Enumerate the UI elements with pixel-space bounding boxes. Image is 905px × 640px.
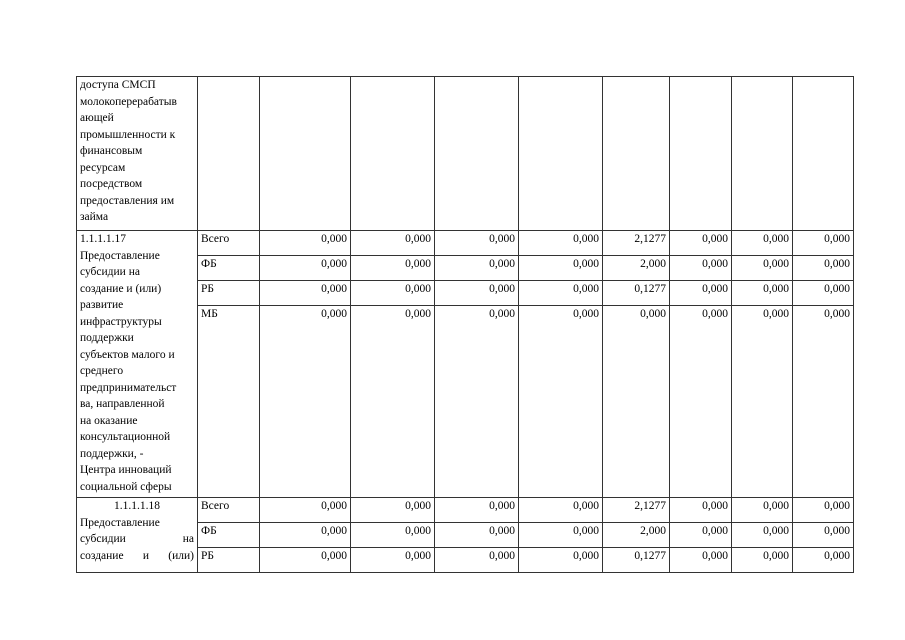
empty-cell [603, 77, 670, 231]
carry-over-row [77, 77, 854, 231]
value-cell: 0,000 [670, 498, 732, 523]
value-cell: 0,000 [351, 548, 435, 573]
carry-over-name-cell: доступа СМСП молокоперерабатыв ающей промышленности к финансовым ресурсам посредством предоставления им займа [77, 77, 198, 231]
value-cell: 0,000 [260, 498, 351, 523]
empty-cell [793, 77, 854, 231]
value-cell: 0,000 [435, 548, 519, 573]
empty-cell [670, 77, 732, 231]
measure-name: Предоставление субсидии на создание и (или) развитие инфраструктуры поддержки субъектов малого и среднего предпринимательст ва, направленной на оказание консультационной поддержки, - Центра инноваций социальной сферы [80, 249, 177, 493]
value-cell: 0,000 [793, 231, 854, 256]
value-cell: 0,000 [732, 281, 793, 306]
value-cell: 0,000 [732, 548, 793, 573]
value-cell: 0,000 [793, 498, 854, 523]
measure-name-line: субсидии на [80, 533, 194, 545]
value-cell: 0,000 [670, 281, 732, 306]
value-cell: 0,1277 [603, 548, 670, 573]
source-cell: Всего [198, 498, 260, 523]
value-cell: 2,1277 [603, 231, 670, 256]
value-cell: 0,000 [793, 548, 854, 573]
value-cell: 0,000 [670, 548, 732, 573]
value-cell: 0,000 [435, 231, 519, 256]
value-cell: 0,1277 [603, 281, 670, 306]
value-cell: 2,000 [603, 256, 670, 281]
value-cell: 0,000 [351, 281, 435, 306]
value-cell: 0,000 [351, 498, 435, 523]
source-cell: ФБ [198, 256, 260, 281]
value-cell: 0,000 [519, 523, 603, 548]
value-cell: 0,000 [670, 523, 732, 548]
value-cell: 0,000 [732, 498, 793, 523]
value-cell: 0,000 [435, 523, 519, 548]
value-cell: 0,000 [519, 231, 603, 256]
value-cell: 0,000 [793, 306, 854, 498]
value-cell: 0,000 [435, 256, 519, 281]
value-cell: 0,000 [260, 256, 351, 281]
value-cell: 0,000 [519, 256, 603, 281]
value-cell: 0,000 [670, 306, 732, 498]
source-cell: МБ [198, 306, 260, 498]
value-cell: 0,000 [351, 231, 435, 256]
value-cell: 0,000 [793, 523, 854, 548]
empty-cell [351, 77, 435, 231]
value-cell: 0,000 [519, 306, 603, 498]
value-cell: 0,000 [351, 523, 435, 548]
empty-cell [519, 77, 603, 231]
empty-cell [732, 77, 793, 231]
measure-code: 1.1.1.1.17 [80, 233, 126, 245]
value-cell: 0,000 [603, 306, 670, 498]
measure-name-cell [77, 231, 198, 498]
value-cell: 0,000 [435, 498, 519, 523]
value-cell: 0,000 [519, 548, 603, 573]
value-cell: 0,000 [351, 256, 435, 281]
table-row [77, 498, 854, 523]
value-cell: 0,000 [260, 231, 351, 256]
value-cell: 0,000 [351, 306, 435, 498]
value-cell: 0,000 [435, 306, 519, 498]
measure-code: 1.1.1.1.18 [114, 500, 160, 512]
measure-name-line: Предоставление [80, 516, 160, 529]
source-cell: РБ [198, 281, 260, 306]
value-cell: 2,000 [603, 523, 670, 548]
value-cell: 0,000 [793, 256, 854, 281]
source-cell: Всего [198, 231, 260, 256]
value-cell: 0,000 [260, 523, 351, 548]
empty-cell [435, 77, 519, 231]
value-cell: 0,000 [732, 523, 793, 548]
value-cell: 0,000 [670, 231, 732, 256]
value-cell: 0,000 [670, 256, 732, 281]
empty-cell [260, 77, 351, 231]
measure-name-line: создание и (или) [80, 549, 194, 562]
measure-name-cell [77, 498, 198, 573]
value-cell: 0,000 [260, 281, 351, 306]
value-cell: 0,000 [732, 231, 793, 256]
value-cell: 0,000 [260, 306, 351, 498]
empty-cell [198, 77, 260, 231]
value-cell: 0,000 [732, 256, 793, 281]
value-cell: 0,000 [435, 281, 519, 306]
value-cell: 0,000 [519, 281, 603, 306]
value-cell: 0,000 [260, 548, 351, 573]
value-cell: 0,000 [732, 306, 793, 498]
value-cell: 2,1277 [603, 498, 670, 523]
source-cell: ФБ [198, 523, 260, 548]
source-cell: РБ [198, 548, 260, 573]
value-cell: 0,000 [519, 498, 603, 523]
budget-table [76, 76, 854, 573]
value-cell: 0,000 [793, 281, 854, 306]
table-row [77, 231, 854, 256]
